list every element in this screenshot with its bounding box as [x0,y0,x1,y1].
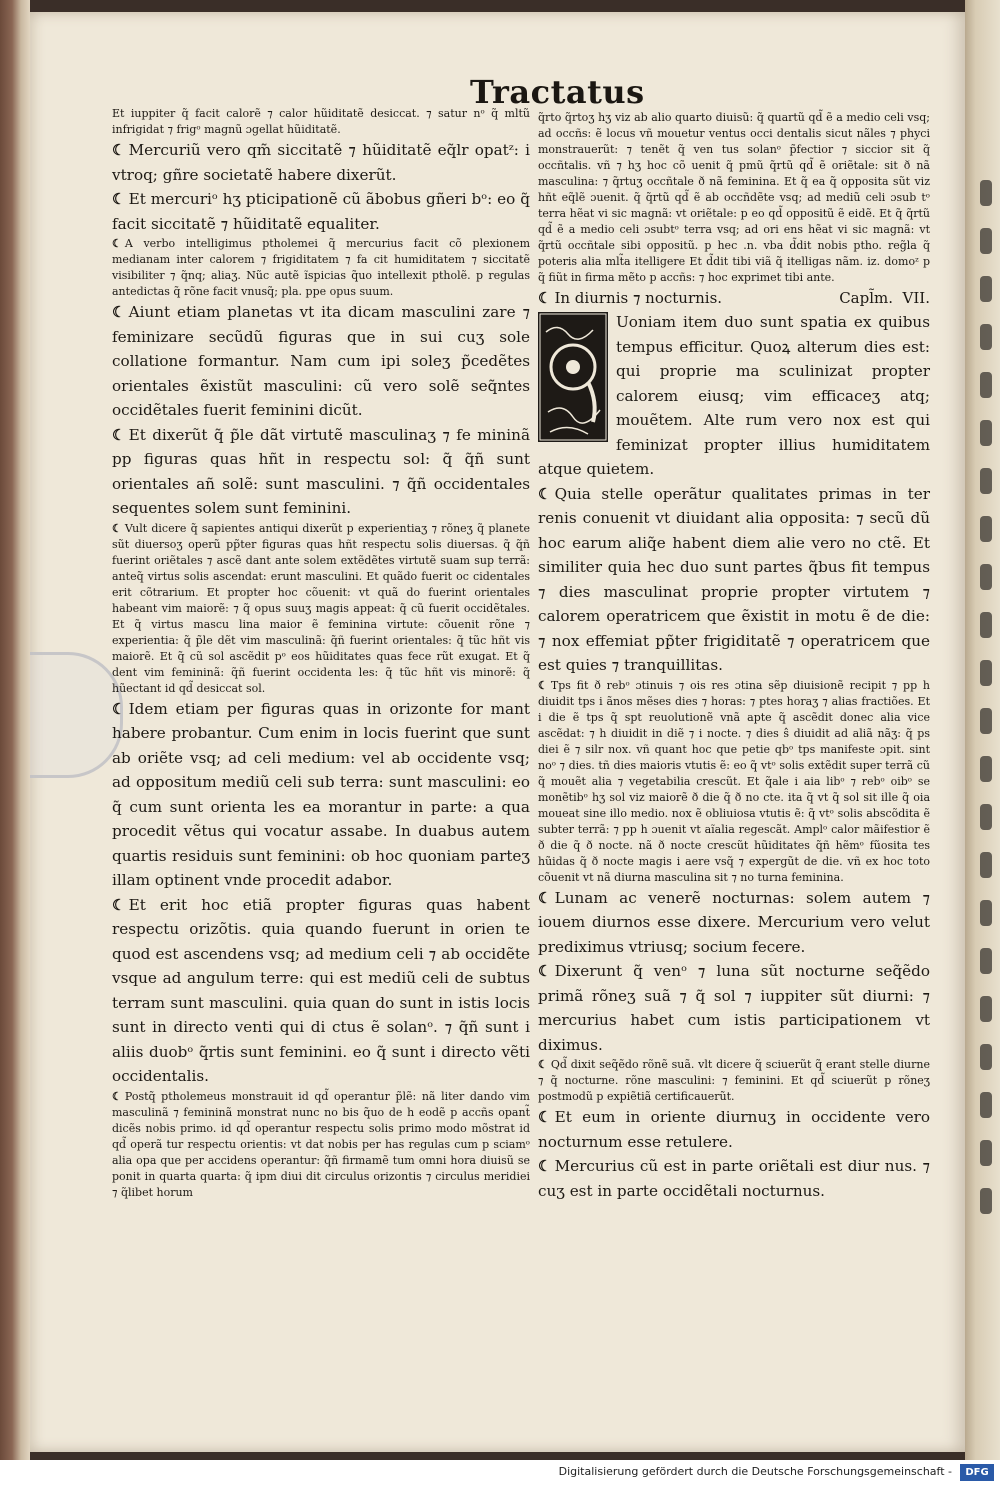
paragraph-text: Dixerunt q̃ venᵒ ⁊ luna sũt nocturne seq̃ẽdo primã rõneʒ suã ⁊ q̃ sol ⁊ iuppiter sũt diurni: ⁊ mercurius habet cum istis participationem vt diximus. [538,962,930,1054]
left-paragraph [112,187,530,236]
pilcrow-icon: ☾ [538,1157,552,1175]
right-bottom-paragraph [538,1057,930,1105]
pilcrow-icon: ☾ [538,1108,552,1126]
paragraph-text: Aiunt etiam planetas vt ita dicam masculini zare ⁊ feminizare secũdũ figuras que in sui cuʒ sole collatione formantur. Nam cum ipi soleʒ p̃cedẽtes orientales ẽxistũt masculini: cũ vero solẽ seq̃ntes occidẽtales fuerit feminini dicũt. [112,303,530,419]
left-text-column [112,106,530,1201]
right-column-bottom-paragraphs [538,310,930,1203]
pilcrow-icon: ☾ [112,699,126,718]
page-clip [30,652,123,778]
left-paragraph [112,521,530,697]
left-paragraph [112,236,530,300]
paragraph-text: Et eum in oriente diurnuʒ in occidente vero nocturnum esse retulere. [538,1108,930,1151]
paragraph-text: Qd̃ dixit seq̃ẽdo rõnẽ suã. vlt dicere q̃ sciuerũt q̃ erant stelle diurne ⁊ q̃ nocturne. rõne masculini: ⁊ feminini. Et qd̃ sciuerũt p rõneʒ postmodũ p expiẽtiã certificauerũt. [538,1058,930,1103]
right-bottom-paragraph [538,886,930,960]
running-title: Tractatus [470,73,645,111]
book-spine-edge [0,0,30,1460]
pilcrow-icon: ☾ [538,1058,548,1071]
right-top-paragraph [538,110,930,286]
right-bottom-paragraph [538,1154,930,1203]
pilcrow-icon: ☾ [112,237,122,250]
paragraph-text: Vult dicere q̃ sapientes antiqui dixerũt p experientiaʒ ⁊ rõneʒ q̃ planete sũt diuersoʒ operũ pp̃ter figuras quas hñt respectu solis diuersas. q̃ q̃ñ fuerint oriẽtales ⁊ ascẽ dant ante solem extẽdẽtes virtutẽ suam sup terrã: anteq̃ virtus solis ascendat: erunt masculini. Et quãdo fuerit oc cidentales erit cõtrarium. Et propter hoc cõuenit: vt quã do fuerint orientales habeant vim maiorẽ: ⁊ q̃ opus suuʒ magis appeat: q̃ cũ fuerit occidẽtales. Et q̃ virtus mascu lina maior ẽ feminina virtute: cõuenit rõne ⁊ experientia: q̃ p̃le dẽt vim masculinã: q̃ñ fuerint orientales: q̃ tũc hñt vis maiorẽ. Et q̃ cũ sol ascẽdit pᵒ eos hũiditates quas fece rũt exugat. Et q̃ dent vim femininã: q̃ñ fuerint occidenta les: q̃ tũc hñt vis minorẽ: q̃ hũectant id qd̃ desiccat sol. [112,521,530,695]
left-paragraph [112,423,530,521]
paragraph-text: q̃rto q̃rtoʒ hʒ viz ab alio quarto diuisũ: q̃ quartũ qd̃ ẽ a medio celi vsq; ad occñs: ẽ locus vñ mouetur ventus occi dentalis sicut nãles ⁊ phyci monstrauerũt: ⁊ tenẽt q̃ ven tus solanᵒ p̃fectior ⁊ siccior sit q̃ occñtalis. vñ ⁊ hʒ hoc cõ uenit q̃ pmũ q̃rtũ qd̃ ẽ oriẽtale: sit ð nã masculina: ⁊ q̃rtuʒ occñtale ð nã feminina. Et q̃ ea q̃ opposita sũt viz hñt eq̃lẽ ɔuenit. q̃ q̃rtũ qd̃ ẽ ab occñdẽte vsq; ad mediũ celi ɔsub tᵒ terra hẽat vi sic magnã: vt oriẽtale: p eo qd̃ oppositũ ẽ eidẽ. Et q̃ q̃rtũ qd̃ ẽ a medio celi ɔsubtᵒ terra vsq; ad ori ens hẽat vi sic magnã: vt q̃rtũ occñtale sibi oppositũ. p hec .n. vba d̃dit nobis ptho. reg̃la q̃ poteris alia mlt̃a itelligere Et d̃dit tibi viã q̃ itelligas nãm. iz. domoᶻ p q̃ fiũt in firma mẽto p accñs: ⁊ hoc exprimet tibi ante. [538,111,930,284]
chapter-number: VII. [902,289,930,307]
paragraph-text: Et iuppiter q̃ facit calorẽ ⁊ calor hũiditatẽ desiccat. ⁊ satur nᵒ q̃ mltũ infrigidat ⁊ frigᵒ magnũ ɔgellat hũiditatẽ. [112,107,530,136]
pilcrow-icon: ☾ [112,303,126,321]
pilcrow-icon: ☾ [112,425,126,444]
left-paragraph [112,697,530,893]
paragraph-text: Et mercuriᵒ hʒ pticipationẽ cũ ãbobus gñeri bᵒ: eo q̃ facit siccitatẽ ⁊ hũiditatẽ equaliter. [112,190,530,233]
paragraph-text: Et erit hoc etiã propter figuras quas habent respectu orizõtis. quia quando fuerunt in orien te quod est ascendens vsq; ad medium celi ⁊ ab occidẽte vsque ad angulum terre: qui est mediũ celi de subtus terram sunt masculini. quia quan do sunt in istis locis sunt in directo venti qui di ctus ẽ solanᵒ. ⁊ q̃ñ sunt i aliis duobᵒ q̃rtis sunt feminini. eo q̃ sunt i directo vẽti occidentalis. [112,895,530,1085]
right-bottom-paragraph [538,482,930,678]
paragraph-text: Lunam ac venerẽ nocturnas: solem autem ⁊ iouem diurnos esse dixere. Mercurium vero velut prediximus vtriusq; socium fecere. [538,888,930,956]
pilcrow-icon: ☾ [112,521,122,535]
pilcrow-icon: ☾ [538,678,548,692]
funding-credit: Digitalisierung gefördert durch die Deutsche Forschungsgemeinschaft - [558,1465,952,1478]
left-paragraph [112,106,530,138]
footer-bar [0,1460,1000,1486]
pilcrow-icon: ☾ [112,190,126,208]
right-text-column [538,110,930,1203]
paragraph-text: A verbo intelligimus ptholemei q̃ mercurius facit cõ plexionem medianam inter calorem ⁊ frigiditatem ⁊ fa cit humiditatem ⁊ siccitatẽ visibiliter ⁊ q̃nq; aliaʒ. Nũc autẽ ĩspicias q̃uo intellexit ptholẽ. p regulas antedictas q̃ rõne facit vnusq̃; pla. ppe opus suum. [112,237,530,298]
decorated-initial-icon [538,312,608,442]
facing-page-text-marks [980,180,996,1280]
left-paragraph [112,1089,530,1201]
pilcrow-icon: ☾ [538,888,552,907]
paragraph-text: Et dixerũt q̃ p̃le dãt virtutẽ masculinaʒ ⁊ fe mininã pp figuras quas hñt in respectu sol: q̃ q̃ñ sunt orientales añ solẽ: sunt masculini. ⁊ q̃ñ occidentales sequentes solem sunt feminini. [112,425,530,517]
left-paragraph [112,300,530,423]
left-paragraph [112,893,530,1089]
paragraph-text: Quia stelle operãtur qualitates primas in ter renis conuenit vt diuidant alia opposita: ⁊ secũ dũ hoc earum aliq̃e habent diem alie vero no ctẽ. Et similiter quia hec duo sunt partes q̃bus fit tempus ⁊ dies masculinat proprie propter virtutem ⁊ calorem operatricem que ẽxistit in motu ẽ de die: ⁊ nox effemiat pp̃ter frigiditatẽ ⁊ operatricem que est quies ⁊ tranquillitas. [538,484,930,674]
pilcrow-icon: ☾ [538,289,552,307]
paragraph-text: Idem etiam per figuras quas in orizonte for mant habere probantur. Cum enim in locis fuerint que sunt ab oriẽte vsq; ad celi medium: vel ab occidente vsq; ad oppositum mediũ celi sub terra: sunt masculini: eo q̃ cum sunt orienta les ea morantur in parte: a qua procedit vẽtus qui vocatur assabe. In duabus autem quartis residuis sunt feminini: ob hoc quoniam parteʒ illam optinent vnde procedit adabor. [112,699,530,889]
pilcrow-icon: ☾ [538,962,552,980]
paragraph-text: Mercuriũ vero qm̃ siccitatẽ ⁊ hũiditatẽ eq̃lr opatᶻ: i vtroq; gñre societatẽ habere dixerũt. [112,141,530,184]
chapter-heading [538,286,930,310]
pilcrow-icon: ☾ [538,484,552,503]
pilcrow-icon: ☾ [112,141,126,159]
paragraph-text: Mercurius cũ est in parte oriẽtali est diur nus. ⁊ cuʒ est in parte occidẽtali nocturnus. [538,1157,930,1200]
right-column-top-paragraphs [538,110,930,286]
right-bottom-paragraph [538,310,930,482]
chapter-label: Capl̃m. VII. [839,289,930,307]
right-bottom-paragraph [538,1105,930,1154]
right-bottom-paragraph [538,959,930,1057]
pilcrow-icon: ☾ [112,895,126,914]
right-bottom-paragraph [538,678,930,886]
left-paragraph [112,138,530,187]
dfg-logo: DFG [960,1464,994,1481]
chapter-title: ☾ In diurnis ⁊ nocturnis. [538,289,723,307]
pilcrow-icon: ☾ [112,1089,122,1103]
paragraph-text: Tps fit ð rebᵒ ɔtinuis ⁊ ois res ɔtina sẽp diuisionẽ recipit ⁊ pp h diuidit tps i ãnos mẽses dies ⁊ horas: ⁊ ptes horaʒ ⁊ alias fractiões. Et i die ẽ tps q̃ spt reuolutionẽ vnã apte q̃ ascẽdit donec alia vice ascẽdat: ⁊ h diuidit in diẽ ⁊ i nocte. ⁊ dies ŝ diuidit ad aliã nãʒ: q̃ ps diei ẽ ⁊ silr nox. vñ quant hoc que petie qbᵒ tps manifeste ɔpit. sint noᵒ ⁊ dies. tñ dies maioris vtutis ẽ: eo q̃ vtᵒ solis extẽdit super terrã cũ q̃ mouẽt alia ⁊ vegetabilia crescũt. Et q̃ale i aia libᵒ ⁊ rebᵒ oibᵒ se monẽtibᵒ hʒ sol viz maiorẽ ð die q̃ ð no cte. ita q̃ vt q̃ sol sit ille q̃ oia moueat sine illo medio. nox ẽ obliuiosa vtutis ẽ: q̃ vtᵒ solis abscõdita ẽ subter terrã: ⁊ pp h ɔuenit vt aĩalia regescãt. Amplᵒ calor mãifestior ẽ ð die q̃ ð nocte. nã ð nocte crescũt hũiditates q̃ñ hẽmᵒ fũosita tes hũidas q̃ ð nocte magis i aere vsq̃ ⁊ expergũt de die. vñ ex hoc toto cõuenit vt nã diurna masculina sit ⁊ no turna feminina. [538,678,930,884]
paragraph-text: Uoniam item duo sunt spatia ex quibus tempus efficitur. Quoꝝ alterum dies est: qui proprie ma sculinizat propter calorem eiusq; vim efficaceʒ atq; mouẽtem. Alte rum vero nox est qui feminizat propter illius humiditatem atque quietem. [538,313,930,478]
paragraph-text: Postq̃ ptholemeus monstrauit id qd̃ operantur p̃lẽ: nã liter dando vim masculinã ⁊ femininã monstrat nunc no bis q̃uo de h eodẽ p accñs opant̃ dicẽs nobis primo. id qd̃ operantur respectu solis primo modo mõstrat id qd̃ operã tur respectu orientis: vt dat nobis per has regulas cum p sciamᵒ alia opa que per accidens operantur: q̃ñ firmamẽ tum omni hora diuisũ se ponit in quarta quarta: q̃ ipm diui dit circulus orizontis ⁊ circulus meridiei ⁊ q̃libet horum [112,1089,530,1199]
